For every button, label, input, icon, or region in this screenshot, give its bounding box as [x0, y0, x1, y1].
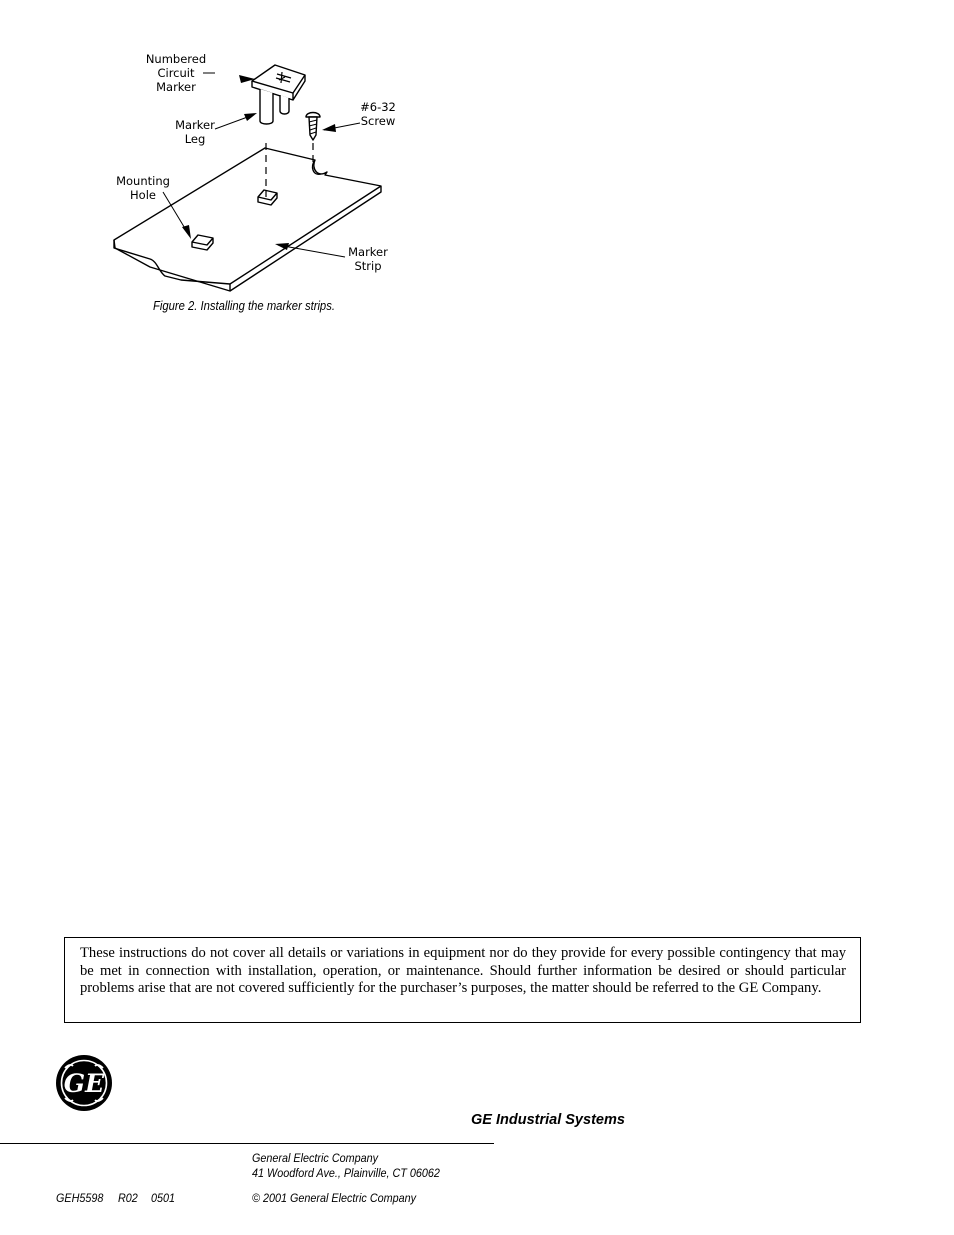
- company-address: 41 Woodford Ave., Plainville, CT 06062: [252, 1166, 440, 1180]
- copyright: © 2001 General Electric Company: [252, 1191, 417, 1205]
- callout-line: Mounting: [116, 174, 170, 188]
- doc-date-code: 0501: [151, 1191, 176, 1205]
- callout-line: #6-32: [360, 100, 396, 114]
- doc-number: GEH5598: [56, 1191, 104, 1205]
- callout-line: Strip: [354, 259, 382, 273]
- screw-shape: [306, 113, 320, 141]
- callout-mounting-hole: [107, 174, 179, 202]
- company-name: General Electric Company: [252, 1151, 379, 1165]
- callout-line: Marker: [156, 80, 196, 94]
- brand-name: GE Industrial Systems: [471, 1112, 625, 1128]
- callout-line: Leg: [184, 132, 206, 146]
- callout-line: Marker: [348, 245, 388, 259]
- callout-marker-strip: [340, 245, 396, 273]
- callout-line: Marker: [175, 118, 215, 132]
- callout-screw: [354, 100, 402, 128]
- figure-caption: Figure 2. Installing the marker strips.: [153, 299, 335, 313]
- callout-marker-leg: [162, 118, 228, 146]
- doc-revision: R02: [118, 1191, 138, 1205]
- callout-line: Screw: [360, 114, 396, 128]
- disclaimer-box: [64, 937, 861, 1023]
- callout-line: Numbered: [145, 52, 207, 66]
- callout-circuit-marker: [130, 52, 222, 94]
- footer-divider: [0, 1143, 494, 1144]
- marker-shape: [252, 65, 305, 124]
- ge-monogram: GE: [63, 1069, 105, 1098]
- ge-logo: [55, 1054, 113, 1112]
- disclaimer-text: These instructions do not cover all details or variations in equipment nor do they provide for every possible contingency that may be met in connection with installation, operation, or maintenance. Should further information be desired or should particular problems arise that are not covered sufficiently for the purchaser’s purposes, the matter should be referred to the GE Company.: [80, 945, 846, 996]
- callout-line: Hole: [130, 188, 156, 202]
- callout-line: Circuit: [157, 66, 195, 80]
